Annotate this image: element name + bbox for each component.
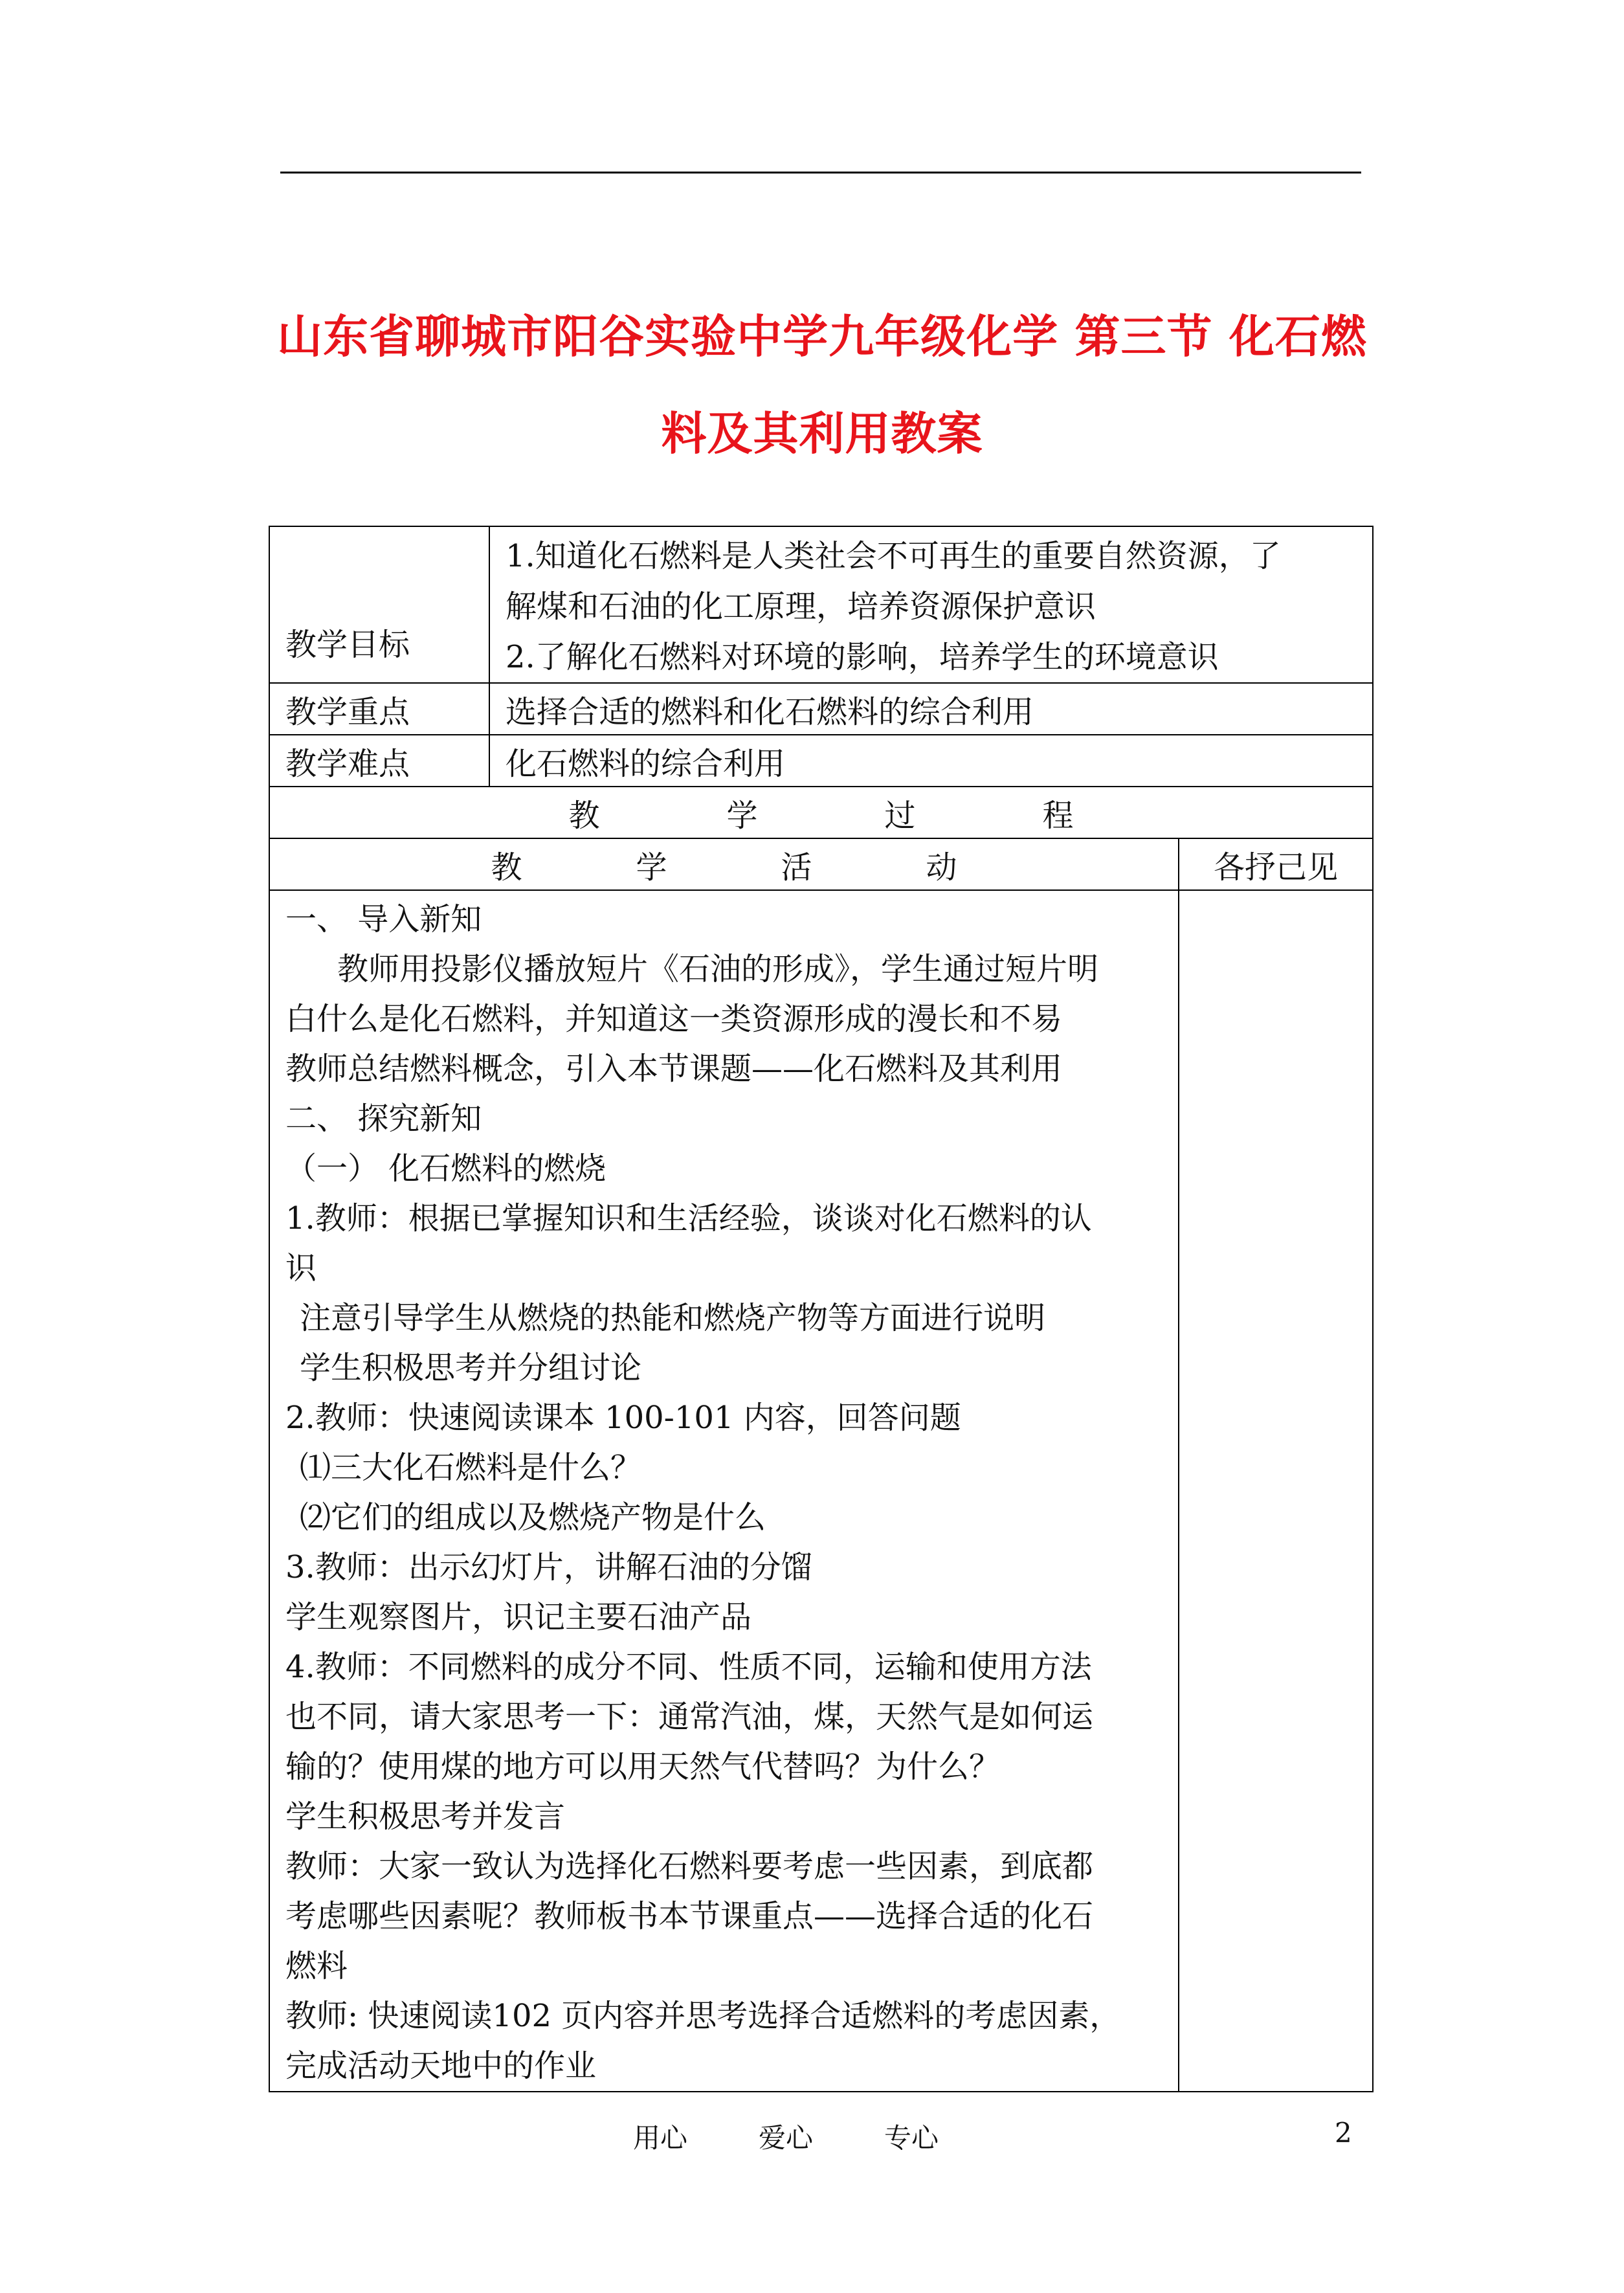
goals-cell <box>489 526 1373 683</box>
activity-heading-char: 教 <box>491 849 522 886</box>
difficulty-value: 化石燃料的综合利用 <box>489 735 1373 787</box>
goals-label: 教学目标 <box>285 627 410 663</box>
body-line: ⑵它们的组成以及燃烧产物是什么 <box>300 1499 766 1536</box>
footer-motto: 用心 <box>633 2122 688 2154</box>
goal-line: 1.知道化石燃料是人类社会不可再生的重要自然资源，了 <box>506 538 1281 574</box>
activity-heading-char: 学 <box>636 849 667 886</box>
process-heading <box>269 787 1373 838</box>
body-line: 二、 探究新知 <box>285 1101 482 1137</box>
goals-label-cell <box>269 526 489 683</box>
body-line: 教师用投影仪播放短片《石油的形成》，学生通过短片明 <box>337 951 1099 987</box>
process-heading-row <box>269 787 1373 838</box>
body-line: ⑴三大化石燃料是什么？ <box>300 1449 642 1486</box>
key-point-label: 教学重点 <box>269 683 489 735</box>
body-line: （一） 化石燃料的燃烧 <box>285 1150 606 1187</box>
body-line: 学生积极思考并分组讨论 <box>300 1350 642 1386</box>
activity-heading-row <box>269 838 1373 890</box>
body-line: 考虑哪些因素呢？教师板书本节课重点——选择合适的化石 <box>285 1898 1094 1934</box>
title-line-2: 料及其利用教案 <box>661 407 983 460</box>
body-line: 也不同，请大家思考一下：通常汽油，煤，天然气是如何运 <box>285 1699 1094 1735</box>
process-heading-char: 学 <box>726 797 758 834</box>
body-line: 一、 导入新知 <box>285 901 482 937</box>
footer-motto: 专心 <box>884 2122 939 2154</box>
activity-body <box>269 890 1179 2092</box>
key-point-value: 选择合适的燃料和化石燃料的综合利用 <box>489 683 1373 735</box>
body-line: 学生积极思考并发言 <box>285 1798 566 1835</box>
body-line: 识 <box>285 1250 317 1286</box>
body-line: 1.教师：根据已掌握知识和生活经验，谈谈对化石燃料的认 <box>285 1200 1092 1236</box>
activity-body-row <box>269 890 1373 2092</box>
goal-line: 解煤和石油的化工原理，培养资源保护意识 <box>506 588 1096 625</box>
process-heading-char: 程 <box>1042 797 1074 834</box>
body-line: 白什么是化石燃料，并知道这一类资源形成的漫长和不易 <box>285 1001 1063 1037</box>
body-line: 4.教师：不同燃料的成分不同、性质不同，运输和使用方法 <box>285 1649 1092 1685</box>
process-heading-char: 过 <box>884 797 916 834</box>
footer-motto: 爱心 <box>759 2122 814 2154</box>
body-line: 2.教师：快速阅读课本 100-101 内容，回答问题 <box>285 1400 961 1436</box>
body-line: 输的？使用煤的地方可以用天然气代替吗？为什么？ <box>285 1749 1001 1785</box>
body-line: 燃料 <box>285 1948 348 1984</box>
title-line-1: 山东省聊城市阳谷实验中学九年级化学 第三节 化石燃 <box>277 309 1367 363</box>
page-number: 2 <box>1335 2117 1352 2149</box>
difficulty-label: 教学难点 <box>269 735 489 787</box>
lesson-plan-table <box>269 526 1374 2092</box>
header-rule <box>280 172 1361 173</box>
goals-row <box>269 526 1373 683</box>
activity-heading-char: 活 <box>781 849 812 886</box>
document-title <box>259 288 1385 482</box>
key-point-row <box>269 683 1373 735</box>
difficulty-row <box>269 735 1373 787</box>
notes-cell <box>1179 890 1373 2092</box>
body-line: 注意引导学生从燃烧的热能和燃烧产物等方面进行说明 <box>300 1300 1046 1336</box>
footer-mottos <box>633 2117 1010 2156</box>
body-line: 3.教师：出示幻灯片，讲解石油的分馏 <box>285 1549 812 1585</box>
body-line: 教师总结燃料概念，引入本节课题——化石燃料及其利用 <box>285 1051 1063 1087</box>
body-line: 教师：大家一致认为选择化石燃料要考虑一些因素，到底都 <box>285 1848 1094 1885</box>
process-heading-char: 教 <box>568 797 600 834</box>
activity-heading-char: 动 <box>926 849 957 886</box>
goal-line: 2.了解化石燃料对环境的影响，培养学生的环境意识 <box>506 639 1219 675</box>
notes-heading: 各抒己见 <box>1179 838 1373 890</box>
body-line: 完成活动天地中的作业 <box>285 2048 597 2084</box>
body-line: 教师: 快速阅读102 页内容并思考选择合适燃料的考虑因素， <box>285 1998 1121 2034</box>
body-line: 学生观察图片，识记主要石油产品 <box>285 1599 752 1635</box>
activity-heading <box>269 838 1179 890</box>
